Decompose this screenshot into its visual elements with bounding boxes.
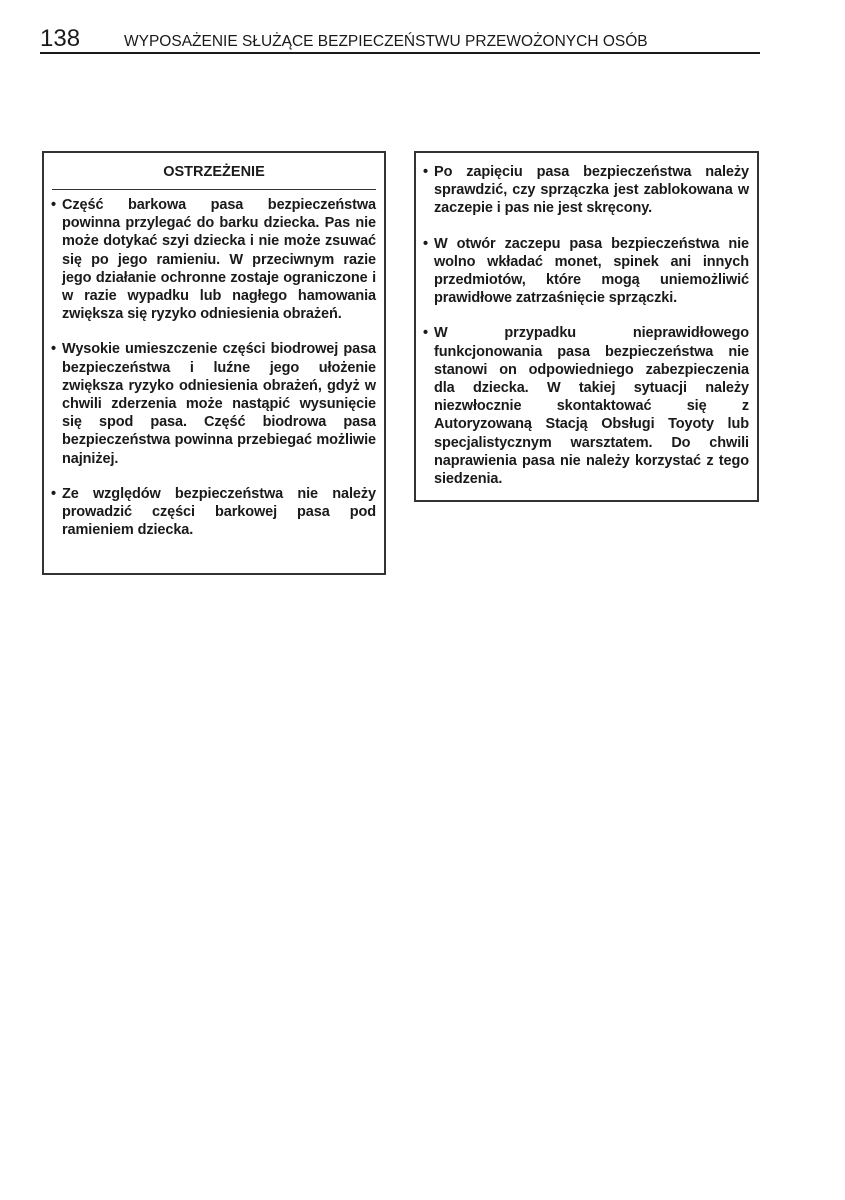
bullet-icon: • (423, 164, 428, 180)
warning-item-text: Ze względów bezpieczeństwa nie należy prowadzić części barkowej pasa pod ramieniem dziecka. (62, 485, 376, 539)
warning-item-text: Wysokie umieszczenie części biodrowej pasa bezpieczeństwa i luźne jego ułożenie zwiększa ryzyko odniesienia obrażeń, gdyż w chwili zderzenia może nastąpić wysunięcie się spod pasa. Część biodrowa pasa bezpieczeństwa powinna przebiegać możliwie najniżej. (62, 341, 376, 467)
bullet-icon: • (51, 485, 56, 502)
warning-item (424, 324, 749, 488)
page-header (40, 24, 760, 54)
warning-item (52, 485, 376, 540)
warning-list (52, 196, 376, 539)
warning-item (424, 235, 749, 308)
warning-item-text: Po zapięciu pasa bezpieczeństwa należy sprawdzić, czy sprzączka jest zablokowana w zaczepie i pas nie jest skręcony. (434, 164, 749, 217)
bullet-icon: • (423, 235, 428, 252)
bullet-icon: • (51, 197, 56, 213)
warning-item (424, 163, 749, 218)
page-number: 138 (40, 25, 81, 52)
bullet-icon: • (51, 341, 56, 358)
warning-box (42, 151, 386, 575)
warning-continued-box (414, 151, 759, 502)
bullet-icon: • (423, 325, 428, 342)
warning-item (52, 340, 376, 467)
warning-item-text: W przypadku nieprawidłowego funkcjonowania pasa bezpieczeństwa nie stanowi on odpowiedniego zabezpieczenia dla dziecka. W takiej sytuacji należy niezwłocznie skontaktować się z Autoryzowaną Stacją Obsługi Toyoty lub specjalistycznym warsztatem. Do chwili naprawienia pasa nie należy korzystać z tego siedzenia. (434, 325, 749, 488)
warning-item-text: Część barkowa pasa bezpieczeństwa powinna przylegać do barku dziecka. Pas nie może dotykać szyi dziecka i nie może zsuwać się po jego ramieniu. W przeciwnym razie jego działanie ochronne zostaje ograniczone i w razie wypadku lub nagłego hamowania zwiększa się ryzyko odniesienia obrażeń. (62, 197, 376, 323)
warning-item (52, 196, 376, 323)
warning-title: OSTRZEŻENIE (52, 153, 376, 190)
warning-item-text: W otwór zaczepu pasa bezpieczeństwa nie wolno wkładać monet, spinek ani innych przedmiotów, które mogą uniemożliwić prawidłowe zatrzaśnięcie sprzączki. (434, 235, 749, 307)
warning-continued-list (424, 153, 749, 488)
chapter-title: WYPOSAŻENIE SŁUŻĄCE BEZPIECZEŃSTWU PRZEWOŻONYCH OSÓB (124, 33, 648, 50)
